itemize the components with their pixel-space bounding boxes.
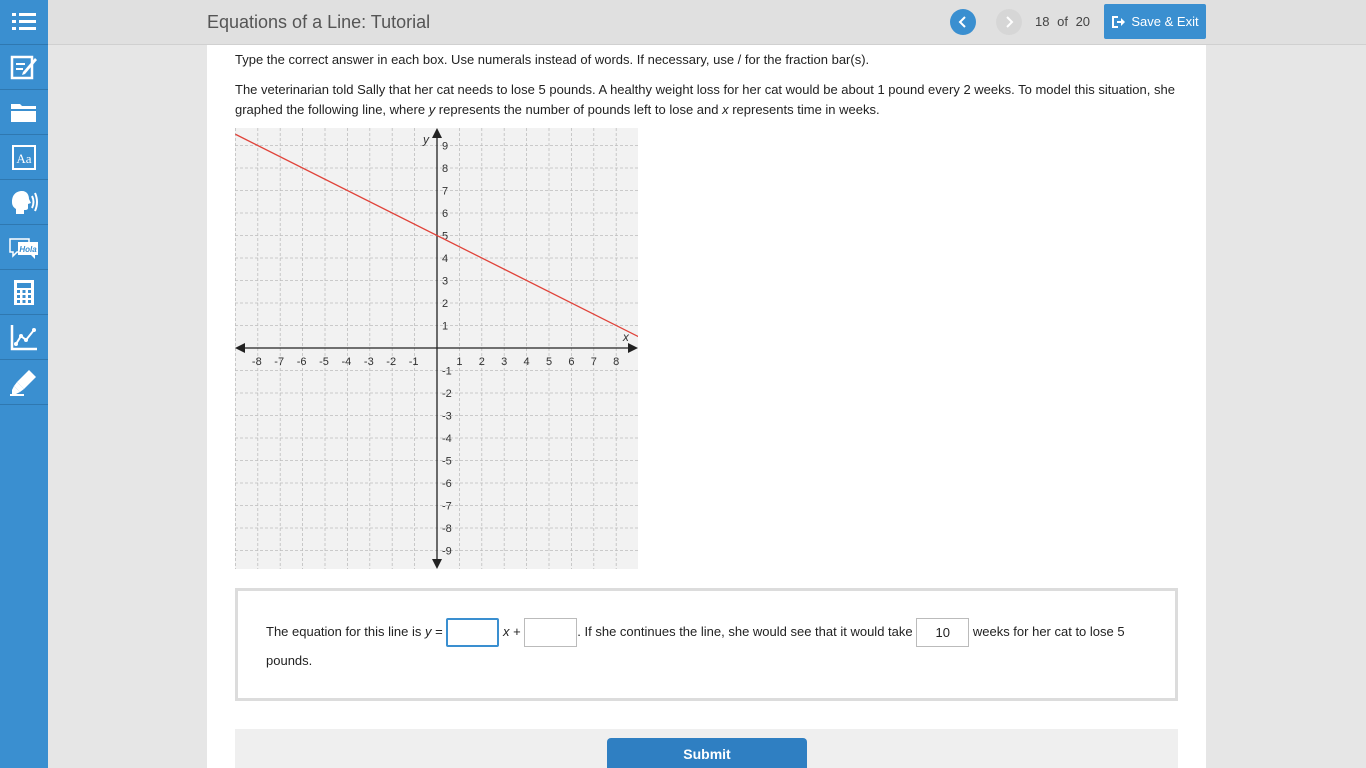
sidebar-item-dictionary[interactable] (0, 135, 48, 180)
top-bar (48, 0, 1366, 45)
y-tick-label: -3 (442, 410, 452, 423)
notepad-icon (9, 52, 39, 82)
sidebar-item-outline[interactable] (0, 0, 48, 45)
x-tick-label: 3 (501, 356, 508, 368)
sidebar-item-notes[interactable] (0, 45, 48, 90)
sidebar-item-calculator[interactable] (0, 270, 48, 315)
svg-text:Aa: Aa (16, 151, 32, 166)
submit-area (235, 729, 1178, 768)
sidebar-item-graphing[interactable] (0, 315, 48, 360)
list-icon (9, 7, 39, 37)
y-tick-label: 6 (442, 208, 449, 220)
graphing-icon (9, 322, 39, 352)
x-tick-label: -8 (251, 356, 262, 368)
x-tick-label: 2 (478, 356, 485, 368)
calculator-icon (9, 277, 39, 307)
x-tick-label: 5 (545, 356, 553, 368)
slope-input[interactable] (446, 618, 499, 647)
sidebar-item-translate[interactable] (0, 225, 48, 270)
submit-button[interactable]: Submit (607, 738, 807, 768)
x-tick-label: -3 (363, 356, 374, 368)
svg-text:Hola: Hola (19, 245, 37, 254)
x-axis-label: x (622, 330, 629, 344)
answer-middle: . If she continues the line, she would see that it would take (577, 624, 917, 639)
y-tick-label: -6 (442, 478, 452, 490)
translate-icon (9, 232, 39, 262)
current-question: 18 (1035, 14, 1050, 29)
answer-box (235, 588, 1178, 701)
x-tick-label: 7 (590, 356, 597, 368)
weeks-input[interactable] (916, 618, 969, 647)
x-tick-label: -4 (341, 356, 352, 368)
problem-text-1: The veterinarian told Sally that her cat needs to lose 5 pounds. A healthy weight loss for her cat would be about 1 pound every 2 weeks. To model this situation, she graphed the following line, where (235, 82, 1175, 117)
x-tick-label: -2 (386, 356, 397, 368)
y-tick-label: 7 (442, 185, 449, 198)
y-tick-label: -8 (442, 523, 452, 535)
x-tick-label: 6 (568, 356, 575, 368)
sidebar-item-files[interactable] (0, 90, 48, 135)
y-axis-label: y (423, 132, 429, 147)
var-y: y (428, 102, 436, 117)
x-tick-label: 1 (456, 356, 463, 368)
chevron-right-icon (1003, 16, 1015, 28)
y-tick-label: 3 (442, 275, 449, 288)
question-panel (207, 45, 1206, 768)
var-x: x (722, 102, 729, 117)
text-to-speech-icon (9, 187, 39, 217)
answer-equals: = (431, 624, 443, 639)
x-tick-label: 4 (523, 356, 530, 368)
answer-suffix: weeks for her cat to lose 5 pounds. (266, 624, 1125, 669)
tool-sidebar (0, 0, 48, 768)
folder-icon (9, 97, 39, 127)
dictionary-icon (9, 142, 39, 172)
x-tick-label: -7 (274, 356, 285, 368)
y-tick-label: 9 (442, 140, 449, 153)
highlighter-icon (9, 367, 39, 397)
save-exit-button[interactable] (1104, 4, 1206, 39)
x-tick-label: -5 (319, 356, 329, 368)
y-tick-label: 5 (442, 230, 449, 243)
answer-x-var: x (502, 624, 510, 639)
coordinate-graph (235, 128, 638, 569)
y-tick-label: 8 (442, 163, 449, 175)
exit-icon (1111, 15, 1125, 29)
previous-button[interactable] (950, 9, 976, 35)
y-tick-label: -9 (442, 545, 452, 558)
problem-statement (235, 80, 1180, 120)
problem-text-2: represents the number of pounds left to lose and (435, 102, 723, 117)
total-questions: 20 (1075, 14, 1091, 29)
answer-plus: + (509, 624, 521, 639)
x-tick-label: -1 (408, 356, 419, 368)
next-button[interactable] (996, 9, 1022, 35)
page-title: Equations of a Line: Tutorial (207, 12, 431, 32)
y-tick-label: -2 (442, 388, 452, 400)
question-counter (1035, 14, 1090, 29)
answer-prefix: The equation for this line is (266, 624, 425, 639)
chevron-left-icon (957, 16, 969, 28)
x-tick-label: -6 (296, 356, 307, 368)
y-tick-label: 2 (442, 298, 449, 310)
y-tick-label: 4 (442, 253, 449, 265)
y-tick-label: -4 (442, 433, 452, 445)
sidebar-item-highlighter[interactable] (0, 360, 48, 405)
y-tick-label: -5 (442, 455, 452, 468)
y-tick-label: 1 (442, 320, 449, 333)
y-tick-label: -7 (442, 500, 452, 513)
instructions: Type the correct answer in each box. Use numerals instead of words. If necessary, use / for the fraction bar(s). (235, 52, 870, 67)
x-tick-label: 8 (613, 356, 620, 368)
intercept-input[interactable] (524, 618, 577, 647)
problem-text-3: represents time in weeks. (728, 102, 880, 117)
of-label: of (1057, 14, 1068, 29)
sidebar-item-text-to-speech[interactable] (0, 180, 48, 225)
answer-sentence (266, 618, 1156, 674)
answer-y-var: y (424, 624, 432, 639)
save-exit-label: Save & Exit (1131, 14, 1199, 29)
y-tick-label: -1 (442, 365, 452, 378)
